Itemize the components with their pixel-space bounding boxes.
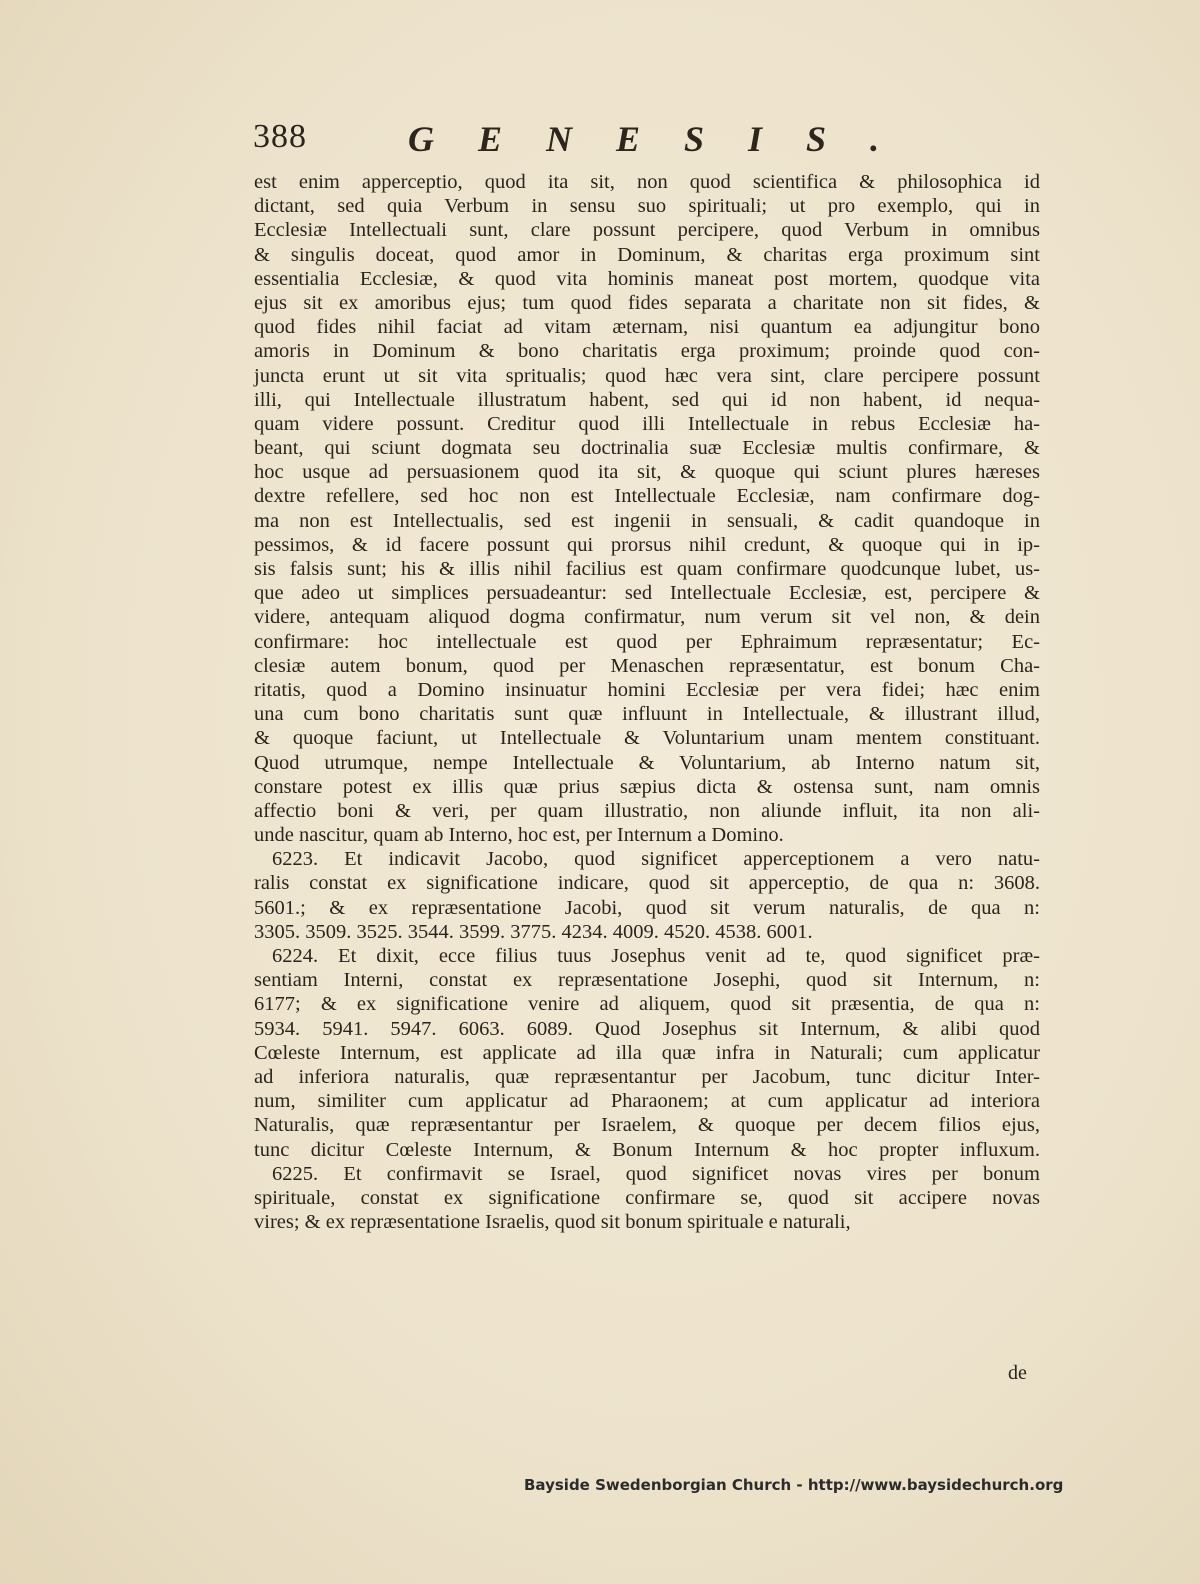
running-title: GENESIS.: [408, 119, 924, 159]
text-line: 6225. Et confirmavit se Israel, quod significet novas vires per bonum: [272, 1162, 1040, 1185]
text-line: Cœleste Internum, est applicate ad illa quæ infra in Naturali; cum applicatur: [254, 1041, 1040, 1064]
page-header: [253, 118, 1053, 168]
text-line: est enim apperceptio, quod ita sit, non quod scientifica & philosophica id: [254, 171, 1040, 193]
text-line: amoris in Dominum & bono charitatis erga proximum; proinde quod con-: [254, 340, 1040, 363]
body-text: [254, 170, 1040, 1234]
text-line: & quoque faciunt, ut Intellectuale & Voluntarium unam mentem constituant.: [254, 727, 1040, 750]
text-line: num, similiter cum applicatur ad Pharaonem; at cum applicatur ad interiora: [254, 1090, 1040, 1113]
text-line: ad inferiora naturalis, quæ repræsentantur per Jacobum, tunc dicitur Inter-: [254, 1065, 1040, 1088]
text-line: spirituale, constat ex significatione confirmare se, quod sit accipere novas: [254, 1186, 1040, 1209]
text-line: beant, qui sciunt dogmata seu doctrinalia suæ Ecclesiæ multis confirmare, &: [254, 437, 1040, 460]
text-line: quam videre possunt. Creditur quod illi Intellectuale in rebus Ecclesiæ ha-: [254, 412, 1040, 435]
text-line: illi, qui Intellectuale illustratum habent, sed qui id non habent, id nequa-: [254, 388, 1040, 411]
text-line: tunc dicitur Cœleste Internum, & Bonum Internum & hoc propter influxum.: [254, 1138, 1040, 1161]
text-line: juncta erunt ut sit vita spritualis; quod hæc vera sint, clare percipere possunt: [254, 364, 1040, 387]
text-line: ralis constat ex significatione indicare, quod sit apperceptio, de qua n: 3608.: [254, 872, 1040, 895]
text-line: sis falsis sunt; his & illis nihil facilius est quam confirmare quodcunque lubet, us-: [254, 558, 1040, 580]
text-line: dictant, sed quia Verbum in sensu suo spirituali; ut pro exemplo, qui in: [254, 195, 1040, 218]
text-line: clesiæ autem bonum, quod per Menaschen repræsentatur, est bonum Cha-: [254, 654, 1040, 677]
text-line: unde nascitur, quam ab Interno, hoc est, per Internum a Domino.: [254, 824, 784, 847]
text-line: una cum bono charitatis sunt quæ influunt in Intellectuale, & illustrant illud,: [254, 703, 1040, 726]
text-line: ritatis, quod a Domino insinuatur homini Ecclesiæ per vera fidei; hæc enim: [254, 678, 1040, 701]
text-line: Naturalis, quæ repræsentantur per Israelem, & quoque per decem filios ejus,: [254, 1114, 1040, 1137]
text-line: Quod utrumque, nempe Intellectuale & Voluntarium, ab Interno natum sit,: [254, 751, 1040, 774]
text-line: vires; & ex repræsentatione Israelis, quod sit bonum spirituale e naturali,: [254, 1211, 851, 1234]
catchword: de: [1008, 1362, 1027, 1384]
page-number: 388: [253, 118, 307, 155]
text-line: ma non est Intellectualis, sed est ingenii in sensuali, & cadit quandoque in: [254, 509, 1040, 532]
text-line: 6224. Et dixit, ecce filius tuus Josephus venit ad te, quod significet præ-: [272, 945, 1040, 967]
text-line: pessimos, & id facere possunt qui prorsus nihil credunt, & quoque qui in ip-: [254, 533, 1040, 556]
text-line: que adeo ut simplices persuadeantur: sed Intellectuale Ecclesiæ, est, percipere &: [254, 582, 1040, 605]
text-line: constare potest ex illis quæ prius sæpius dicta & ostensa sunt, nam omnis: [254, 775, 1040, 798]
text-line: ejus sit ex amoribus ejus; tum quod fides separata a charitate non sit fides, &: [254, 291, 1040, 314]
text-line: essentialia Ecclesiæ, & quod vita hominis maneat post mortem, quodque vita: [254, 267, 1040, 290]
text-line: quod fides nihil faciat ad vitam æternam, nisi quantum ea adjungitur bono: [254, 316, 1040, 339]
text-line: affectio boni & veri, per quam illustratio, non aliunde influit, ita non ali-: [254, 799, 1040, 822]
text-line: videre, antequam aliquod dogma confirmatur, num verum sit vel non, & dein: [254, 606, 1040, 629]
footer-watermark: Bayside Swedenborgian Church - http://www.baysidechurch.org: [524, 1476, 1064, 1494]
text-line: confirmare: hoc intellectuale est quod per Ephraimum repræsentatur; Ec-: [254, 630, 1040, 653]
text-line: & singulis doceat, quod amor in Dominum, & charitas erga proximum sint: [254, 243, 1040, 266]
text-line: Ecclesiæ Intellectuali sunt, clare possunt percipere, quod Verbum in omnibus: [254, 219, 1040, 242]
text-line: 5934. 5941. 5947. 6063. 6089. Quod Josephus sit Internum, & alibi quod: [254, 1017, 1040, 1040]
text-line: hoc usque ad persuasionem quod ita sit, & quoque qui sciunt plures hæreses: [254, 461, 1040, 484]
text-line: 6177; & ex significatione venire ad aliquem, quod sit præsentia, de qua n:: [254, 993, 1040, 1016]
text-line: dextre refellere, sed hoc non est Intellectuale Ecclesiæ, nam confirmare dog-: [254, 485, 1040, 508]
text-line: 6223. Et indicavit Jacobo, quod significet apperceptionem a vero natu-: [272, 848, 1040, 871]
text-line: sentiam Interni, constat ex repræsentatione Josephi, quod sit Internum, n:: [254, 969, 1040, 992]
text-line: 3305. 3509. 3525. 3544. 3599. 3775. 4234. 4009. 4520. 4538. 6001.: [254, 920, 813, 943]
text-line: 5601.; & ex repræsentatione Jacobi, quod sit verum naturalis, de qua n:: [254, 896, 1040, 919]
